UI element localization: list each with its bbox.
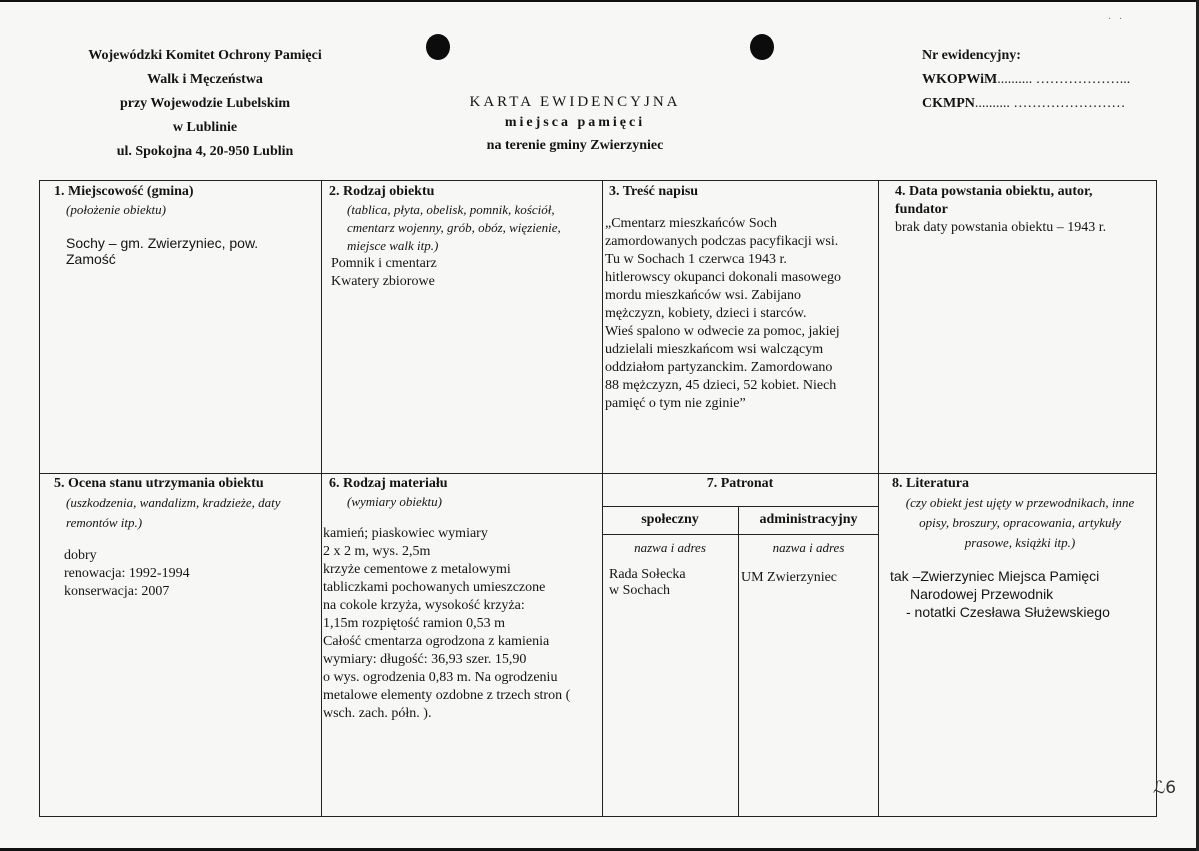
patronage-admin-label: administracyjny: [759, 512, 858, 527]
inscription-line: pamięć o tym nie zginie”: [605, 396, 746, 411]
column-divider: [602, 181, 603, 816]
value-line: Kwatery zbiorowe: [331, 274, 435, 289]
material-line: na cokole krzyża, wysokość krzyża:: [323, 598, 525, 613]
issuer-line: Wojewódzki Komitet Ochrony Pamięci: [88, 48, 322, 63]
issuer-line: przy Wojewodzie Lubelskim: [119, 96, 291, 111]
hint-line: prasowe, książki itp.): [964, 535, 1076, 550]
inscription-line: 88 mężczyzn, 45 dzieci, 52 kobiet. Niech: [605, 378, 837, 393]
issuer-line: w Lublinie: [172, 120, 238, 135]
patronage-admin-hint: nazwa i adres: [772, 540, 845, 555]
cell-material-value: [323, 525, 601, 723]
cell-condition: [54, 475, 318, 601]
issuer-line: Walk i Męczeństwa: [147, 72, 263, 87]
material-line: tabliczkami pochowanych umieszczone: [323, 580, 546, 595]
inscription-line: mężczyzn, kobiety, dzieci i starców.: [605, 306, 807, 321]
cell-object-type-hint: [347, 201, 599, 255]
column-divider: [878, 181, 879, 816]
document-subtitle: miejsca pamięci: [504, 115, 646, 130]
gmina-line: na terenie gminy Zwierzyniec: [486, 138, 664, 153]
cell-material: [323, 475, 601, 723]
cell-literature: [886, 475, 1154, 621]
value-line: Narodowej Przewodnik: [910, 586, 1054, 602]
value-line: Rada Sołecka: [609, 567, 686, 582]
cell-material-hint: (wymiary obiektu): [347, 494, 442, 509]
evid-label: Nr ewidencyjny:: [922, 48, 1021, 63]
ckmpn-label: CKMPN: [922, 96, 975, 111]
registration-number-block: [922, 44, 1182, 116]
cell-inscription-value: [605, 215, 877, 413]
punch-hole-left-icon: [426, 34, 450, 60]
cell-patronage: [602, 475, 878, 493]
value-line: konserwacja: 2007: [64, 584, 170, 599]
material-line: o wys. ogrodzenia 0,83 m. Na ogrodzeniu: [323, 670, 558, 685]
value-line: Zamość: [66, 251, 116, 267]
cell-creation-date-value: brak daty powstania obiektu – 1943 r.: [895, 220, 1107, 235]
inscription-line: hitlerowscy okupanci dokonali masowego: [605, 270, 842, 285]
cell-literature-heading: 8. Literatura: [892, 476, 969, 491]
cell-object-type-value: [331, 255, 599, 291]
column-divider: [321, 181, 322, 816]
value-line: Sochy – gm. Zwierzyniec, pow.: [66, 235, 259, 251]
hint-line: miejsce walk itp.): [347, 238, 439, 253]
material-line: 1,15m rozpiętość ramion 0,53 m: [323, 616, 505, 631]
hint-line: opisy, broszury, opracowania, artykuły: [919, 515, 1121, 530]
material-line: kamień; piaskowiec wymiary: [323, 526, 488, 541]
inscription-line: zamordowanych podczas pacyfikacji wsi.: [605, 234, 839, 249]
material-line: metalowe elementy ozdobne z trzech stron (: [323, 688, 571, 703]
cell-creation-date: [895, 183, 1153, 237]
page-mark-number: 6: [1165, 778, 1177, 798]
cell-literature-value: [890, 567, 1154, 621]
material-line: Całość cmentarza ogrodzona z kamienia: [323, 634, 550, 649]
patronage-admin-value: UM Zwierzyniec: [741, 570, 838, 585]
cell-literature-hint: [886, 493, 1154, 553]
cell-condition-value: [64, 547, 318, 601]
inscription-line: Tu w Sochach 1 czerwca 1943 r.: [605, 252, 787, 267]
inscription-line: oddziałom partyzanckim. Zamordowano: [605, 360, 833, 375]
wkopwim-line: [922, 68, 1182, 92]
hint-line: remontów itp.): [66, 515, 143, 530]
ckmpn-dots: .......... ……………………: [974, 96, 1126, 111]
row-divider: [40, 473, 1156, 474]
cell-inscription-heading: 3. Treść napisu: [609, 184, 699, 199]
inscription-line: Wieś spalono w odwecie za pomoc, jakiej: [605, 324, 840, 339]
document-title-block: [420, 92, 730, 158]
handwritten-page-mark: ℒ6: [1153, 778, 1177, 798]
value-line: renowacja: 1992-1994: [64, 566, 190, 581]
document-title: KARTA EWIDENCYJNA: [469, 94, 681, 110]
heading-line: fundator: [895, 202, 948, 217]
hint-line: (tablica, płyta, obelisk, pomnik, kościół,: [347, 202, 555, 217]
patronage-social-value: [609, 567, 735, 599]
value-line: - notatki Czesława Służewskiego: [906, 604, 1110, 620]
value-line: w Sochach: [609, 583, 671, 598]
cell-material-heading: 6. Rodzaj materiału: [329, 476, 448, 491]
cell-inscription: [605, 183, 877, 413]
heading-line: 4. Data powstania obiektu, autor,: [895, 184, 1093, 199]
punch-hole-right-icon: [750, 34, 774, 60]
value-line: tak –Zwierzyniec Miejsca Pamięci: [890, 568, 1100, 584]
material-line: wsch. zach. półn. ).: [323, 706, 432, 721]
material-line: krzyże cementowe z metalowymi: [323, 562, 511, 577]
inscription-line: mordu mieszkańców wsi. Zabijano: [605, 288, 801, 303]
cell-location-heading: 1. Miejscowość (gmina): [54, 184, 194, 199]
issuer-block: [55, 44, 355, 164]
cell-object-type: [329, 183, 599, 291]
cell-patronage-heading: 7. Patronat: [706, 476, 774, 491]
cell-location-value: [66, 235, 316, 267]
patronage-social-label: społeczny: [641, 512, 699, 527]
material-line: 2 x 2 m, wys. 2,5m: [323, 544, 431, 559]
hint-line: cmentarz wojenny, grób, obóz, więzienie,: [347, 220, 561, 235]
record-table: [39, 180, 1157, 817]
patronat-divider: [602, 534, 878, 535]
wkopwim-dots: .......... ………………...: [997, 72, 1131, 87]
hint-line: (czy obiekt jest ujęty w przewodnikach, inne: [905, 495, 1135, 510]
cell-object-type-heading: 2. Rodzaj obiektu: [329, 184, 435, 199]
patronat-divider: [602, 506, 878, 507]
value-line: Pomnik i cmentarz: [331, 256, 437, 271]
patronage-social-hint: nazwa i adres: [634, 540, 706, 555]
scan-border-top: [0, 0, 1199, 2]
cell-location: [54, 183, 316, 267]
value-line: dobry: [64, 548, 97, 563]
material-line: wymiary: długość: 36,93 szer. 15,90: [323, 652, 527, 667]
ckmpn-line: [922, 92, 1182, 116]
cell-creation-date-heading: [895, 183, 1153, 219]
cell-location-hint: (położenie obiektu): [66, 202, 166, 217]
cell-condition-hint: [66, 493, 318, 533]
scan-speck-icon: · ·: [1108, 14, 1123, 25]
issuer-line: ul. Spokojna 4, 20-950 Lublin: [116, 144, 294, 159]
inscription-line: udzielali mieszkańcom wsi walczącym: [605, 342, 824, 357]
wkopwim-label: WKOPWiM: [922, 72, 998, 87]
cell-condition-heading: 5. Ocena stanu utrzymania obiektu: [54, 476, 264, 491]
hint-line: (uszkodzenia, wandalizm, kradzieże, daty: [66, 495, 281, 510]
inscription-line: „Cmentarz mieszkańców Soch: [605, 216, 777, 231]
